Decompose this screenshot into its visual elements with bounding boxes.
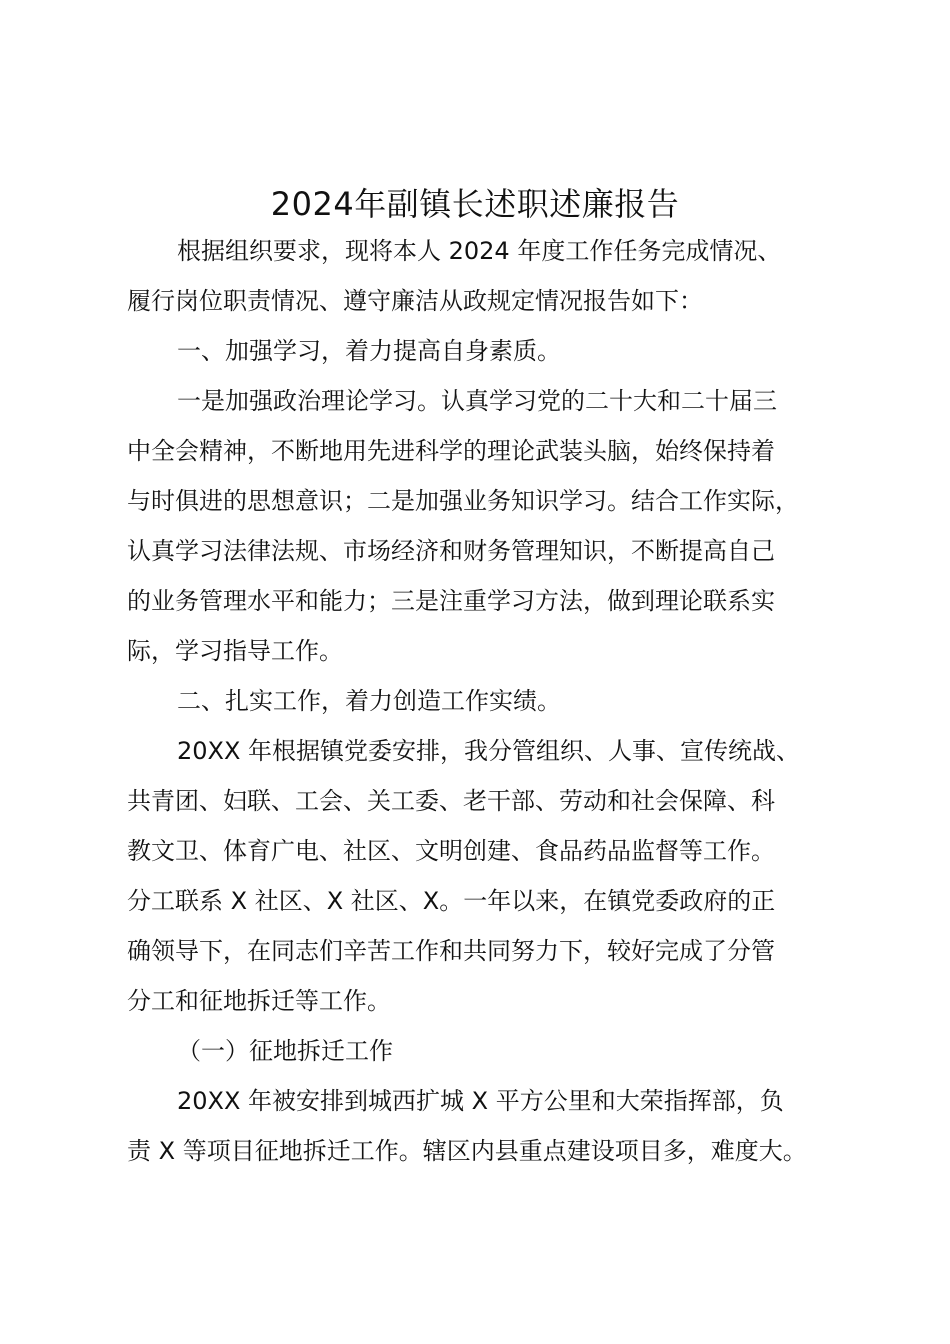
- section-heading: 二、扎实工作，着力创造工作实绩。: [177, 687, 561, 715]
- paragraph-line: 20XX 年被安排到城西扩城 X 平方公里和大荣指挥部，负: [177, 1087, 784, 1115]
- paragraph-line: 分工和征地拆迁等工作。: [127, 987, 391, 1015]
- document-title: 2024年副镇长述职述廉报告: [270, 185, 680, 223]
- paragraph-line: 与时俱进的思想意识；二是加强业务知识学习。结合工作实际，: [127, 487, 799, 515]
- paragraph-line: 共青团、妇联、工会、关工委、老干部、劳动和社会保障、科: [127, 787, 775, 815]
- paragraph-line: 责 X 等项目征地拆迁工作。辖区内县重点建设项目多，难度大。: [127, 1137, 807, 1165]
- paragraph-line: 一是加强政治理论学习。认真学习党的二十大和二十届三: [177, 387, 777, 415]
- paragraph-line: 根据组织要求，现将本人 2024 年度工作任务完成情况、: [177, 237, 782, 265]
- paragraph-line: 确领导下，在同志们辛苦工作和共同努力下，较好完成了分管: [127, 937, 775, 965]
- paragraph-line: 20XX 年根据镇党委安排，我分管组织、人事、宣传统战、: [177, 737, 801, 765]
- subsection-heading: （一）征地拆迁工作: [177, 1037, 393, 1065]
- paragraph-line: 分工联系 X 社区、X 社区、X。一年以来，在镇党委政府的正: [127, 887, 776, 915]
- section-heading: 一、加强学习，着力提高自身素质。: [177, 337, 561, 365]
- paragraph-line: 认真学习法律法规、市场经济和财务管理知识，不断提高自己: [127, 537, 775, 565]
- paragraph-line: 中全会精神，不断地用先进科学的理论武装头脑，始终保持着: [127, 437, 775, 465]
- paragraph-line: 际，学习指导工作。: [127, 637, 343, 665]
- paragraph-line: 的业务管理水平和能力；三是注重学习方法，做到理论联系实: [127, 587, 775, 615]
- paragraph-line: 履行岗位职责情况、遵守廉洁从政规定情况报告如下：: [127, 287, 703, 315]
- paragraph-line: 教文卫、体育广电、社区、文明创建、食品药品监督等工作。: [127, 837, 775, 865]
